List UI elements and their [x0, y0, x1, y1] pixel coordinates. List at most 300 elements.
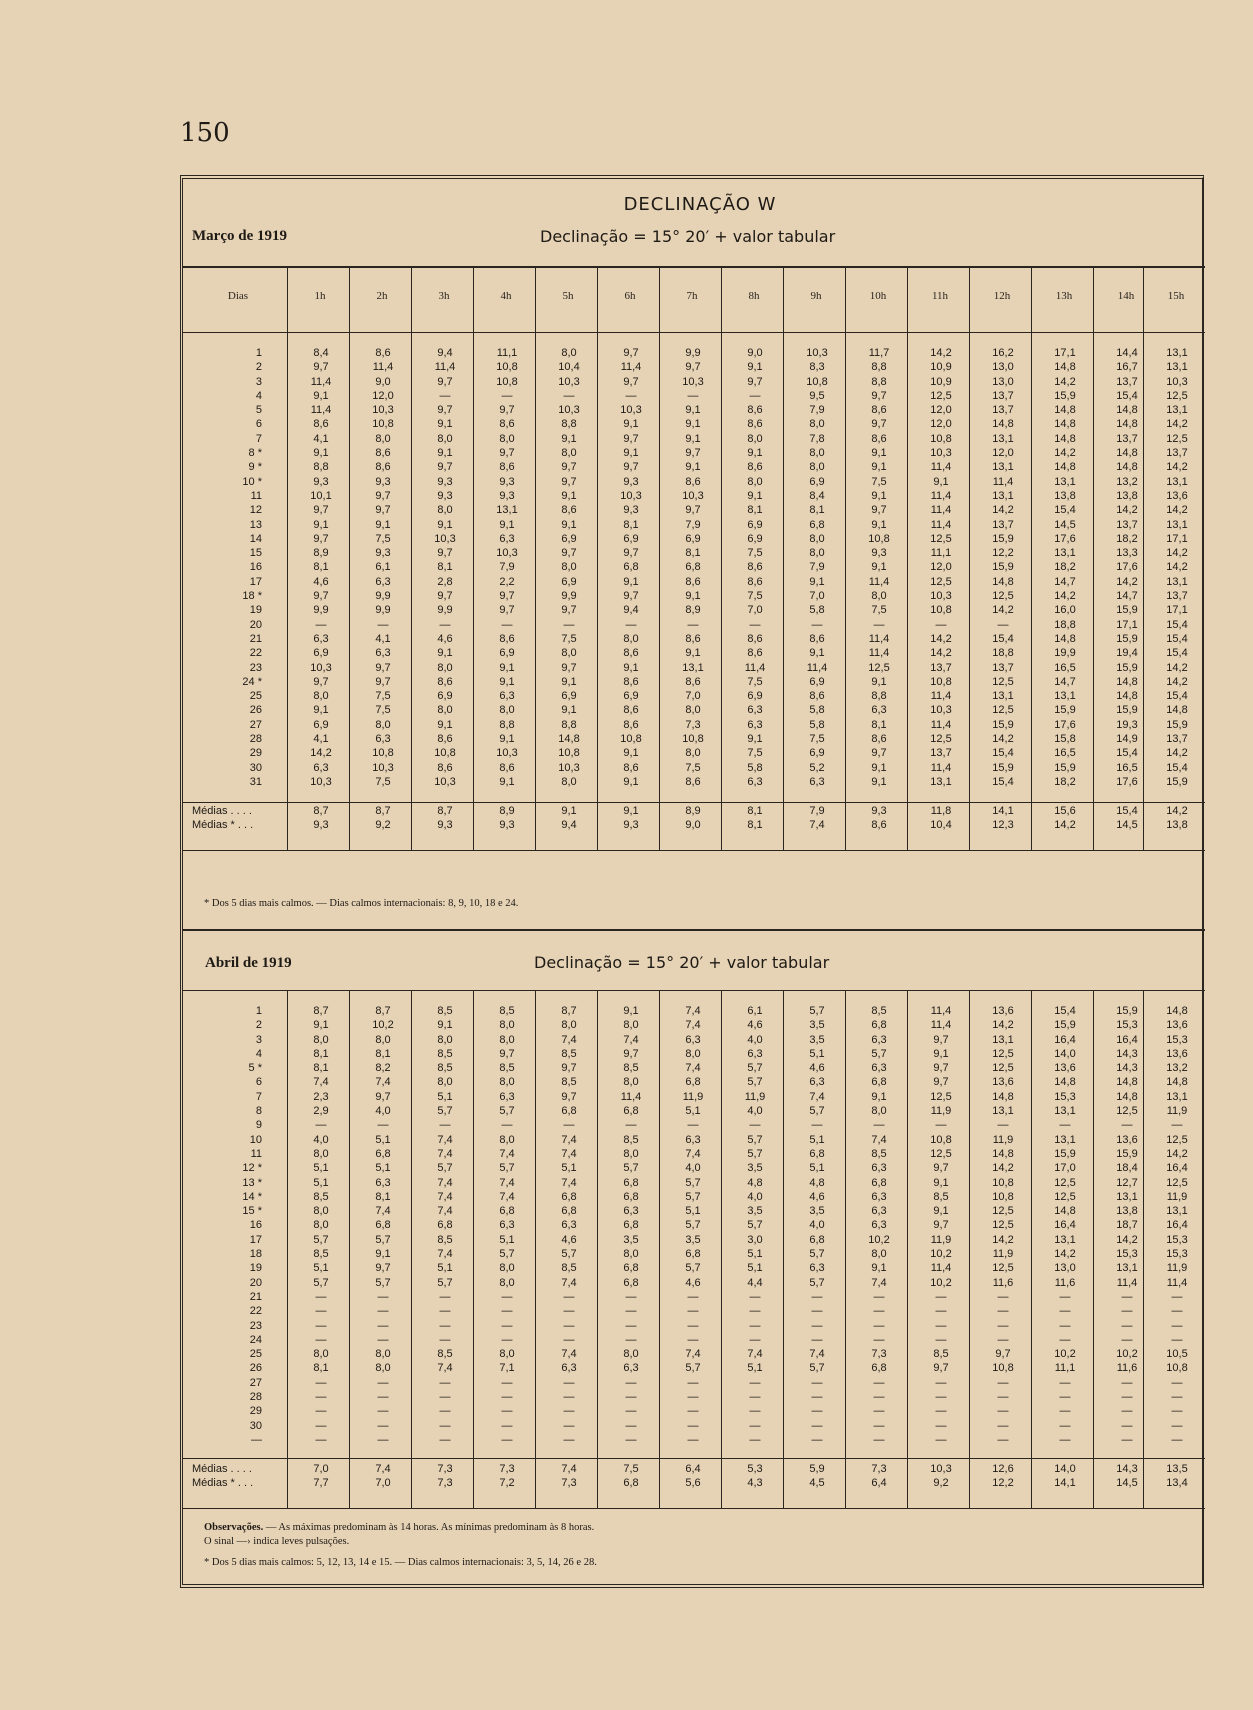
table-row	[182, 589, 1202, 603]
header-hour: 2h	[376, 290, 388, 302]
value-cell: —	[687, 618, 699, 631]
value-cell: —	[1059, 1376, 1071, 1389]
value-cell: 13,1	[1054, 1133, 1076, 1146]
medias-value: 13,4	[1166, 1477, 1188, 1490]
table-row	[182, 775, 1202, 789]
value-cell: 18,4	[1116, 1162, 1138, 1175]
value-cell: 14,2	[1166, 461, 1188, 474]
value-cell: 5,7	[375, 1276, 391, 1289]
value-cell: —	[563, 1376, 575, 1389]
value-cell: 9,7	[871, 418, 887, 431]
abril-header-rule	[182, 990, 1205, 991]
value-cell: 9,7	[933, 1219, 949, 1232]
table-row	[182, 1176, 1202, 1190]
value-cell: 14,8	[1166, 1005, 1188, 1017]
value-cell: 8,5	[623, 1133, 639, 1146]
value-cell: 9,7	[623, 375, 639, 388]
value-cell: 8,5	[437, 1233, 453, 1246]
value-cell: 14,8	[1116, 1076, 1138, 1089]
value-cell: 14,2	[1166, 547, 1188, 560]
value-cell: —	[625, 1305, 637, 1318]
value-cell: —	[377, 1305, 389, 1318]
value-cell: 9,4	[623, 604, 639, 617]
value-cell: 15,9	[1166, 718, 1188, 731]
value-cell: —	[1171, 1305, 1183, 1318]
value-cell: 9,7	[437, 461, 453, 474]
value-cell: —	[997, 1405, 1009, 1418]
value-cell: 8,0	[375, 432, 391, 445]
value-cell: —	[997, 1433, 1009, 1446]
value-cell: 10,3	[682, 375, 704, 388]
value-cell: 8,6	[437, 675, 453, 688]
value-cell: 7,4	[499, 1147, 515, 1160]
value-cell: 5,7	[747, 1147, 763, 1160]
medias-value: 8,7	[437, 805, 453, 817]
value-cell: 6,9	[313, 647, 329, 660]
value-cell: —	[563, 1333, 575, 1346]
value-cell: —	[1059, 1433, 1071, 1446]
value-cell: 6,9	[747, 518, 763, 531]
value-cell: —	[377, 618, 389, 631]
value-cell: 9,1	[561, 675, 577, 688]
value-cell: 9,7	[933, 1162, 949, 1175]
value-cell: 6,3	[313, 761, 329, 774]
value-cell: —	[439, 1391, 451, 1404]
day-cell: 8	[255, 1105, 262, 1118]
table-row	[182, 432, 1202, 446]
value-cell: 5,8	[809, 604, 825, 617]
day-cell: 26	[249, 704, 262, 717]
medias-row	[182, 1462, 1202, 1476]
day-cell: 15 *	[242, 1205, 262, 1218]
value-cell: 10,8	[496, 361, 518, 374]
value-cell: 8,0	[437, 432, 453, 445]
value-cell: —	[1121, 1405, 1133, 1418]
value-cell: 18,8	[992, 647, 1014, 660]
value-cell: 7,4	[437, 1147, 453, 1160]
value-cell: 6,9	[437, 690, 453, 703]
value-cell: 8,6	[747, 418, 763, 431]
value-cell: 6,3	[375, 1176, 391, 1189]
value-cell: 8,0	[499, 1019, 515, 1032]
day-cell: 30	[249, 1419, 262, 1432]
value-cell: 19,3	[1116, 718, 1138, 731]
value-cell: —	[563, 1119, 575, 1132]
value-cell: —	[501, 389, 513, 402]
value-cell: 12,5	[868, 661, 890, 674]
value-cell: 9,1	[871, 518, 887, 531]
value-cell: 5,8	[809, 704, 825, 717]
value-cell: 11,4	[310, 404, 332, 417]
table-row	[182, 1419, 1202, 1433]
value-cell: 7,3	[685, 718, 701, 731]
value-cell: 8,5	[871, 1005, 887, 1017]
table-row	[182, 732, 1202, 746]
day-cell: 14 *	[242, 1190, 262, 1203]
header-top-rule	[182, 266, 1205, 268]
value-cell: —	[997, 1319, 1009, 1332]
table-row	[182, 1018, 1202, 1032]
value-cell: 8,6	[747, 647, 763, 660]
value-cell: 8,0	[313, 1205, 329, 1218]
value-cell: 4,6	[809, 1062, 825, 1075]
value-cell: 14,8	[1116, 447, 1138, 460]
value-cell: 9,7	[313, 590, 329, 603]
value-cell: —	[1121, 1419, 1133, 1432]
value-cell: 8,0	[623, 632, 639, 645]
value-cell: 9,7	[933, 1062, 949, 1075]
value-cell: 9,1	[437, 718, 453, 731]
value-cell: 8,5	[313, 1248, 329, 1261]
value-cell: 6,8	[375, 1147, 391, 1160]
formula-abril: Declinação = 15° 20′ + valor tabular	[534, 953, 830, 972]
table-row	[182, 1247, 1202, 1261]
value-cell: 11,1	[496, 347, 518, 359]
header-hour: 5h	[562, 290, 574, 302]
value-cell: 17,1	[1166, 532, 1188, 545]
value-cell: 12,0	[930, 418, 952, 431]
value-cell: —	[1059, 1419, 1071, 1432]
value-cell: 8,0	[375, 1033, 391, 1046]
value-cell: 7,5	[375, 704, 391, 717]
value-cell: 6,3	[747, 1047, 763, 1060]
value-cell: 9,1	[561, 518, 577, 531]
value-cell: 8,1	[313, 561, 329, 574]
value-cell: 8,5	[623, 1062, 639, 1075]
value-cell: —	[749, 1419, 761, 1432]
marco-table-body	[182, 346, 1202, 789]
medias-value: 15,6	[1054, 805, 1076, 817]
table-row	[182, 1433, 1202, 1447]
value-cell: —	[439, 1376, 451, 1389]
value-cell: 9,7	[933, 1033, 949, 1046]
value-cell: 10,3	[310, 775, 332, 788]
value-cell: 9,1	[437, 1019, 453, 1032]
value-cell: 11,4	[868, 575, 890, 588]
value-cell: 15,9	[992, 718, 1014, 731]
value-cell: 12,5	[992, 675, 1014, 688]
abril-footnote: * Dos 5 dias mais calmos: 5, 12, 13, 14 e 15. — Dias calmos internacionais: 3, 5, 14, 26 e 28.	[204, 1557, 597, 1568]
value-cell: —	[687, 1333, 699, 1346]
value-cell: 9,7	[623, 547, 639, 560]
day-cell: 14	[249, 532, 262, 545]
value-cell: 11,9	[992, 1133, 1014, 1146]
value-cell: 11,6	[1054, 1276, 1076, 1289]
value-cell: —	[749, 1290, 761, 1303]
value-cell: 8,6	[685, 575, 701, 588]
value-cell: —	[935, 1319, 947, 1332]
value-cell: —	[625, 1391, 637, 1404]
value-cell: 8,6	[499, 418, 515, 431]
value-cell: 5,7	[747, 1219, 763, 1232]
value-cell: —	[501, 1391, 513, 1404]
day-cell: 11	[250, 1147, 262, 1160]
value-cell: 4,1	[375, 632, 391, 645]
table-row	[182, 518, 1202, 532]
value-cell: 9,3	[437, 475, 453, 488]
value-cell: 5,1	[499, 1233, 515, 1246]
value-cell: 8,6	[375, 461, 391, 474]
value-cell: 5,7	[747, 1133, 763, 1146]
value-cell: 7,4	[499, 1176, 515, 1189]
medias-value: 8,7	[313, 805, 329, 817]
day-cell: 11	[250, 489, 262, 502]
value-cell: 14,2	[992, 1019, 1014, 1032]
value-cell: 8,1	[375, 1190, 391, 1203]
value-cell: 13,1	[992, 1033, 1014, 1046]
value-cell: 15,3	[1116, 1248, 1138, 1261]
value-cell: 14,2	[1166, 747, 1188, 760]
value-cell: 5,1	[809, 1162, 825, 1175]
value-cell: —	[1171, 1290, 1183, 1303]
value-cell: 4,8	[747, 1176, 763, 1189]
value-cell: 4,8	[809, 1176, 825, 1189]
value-cell: 6,3	[499, 1090, 515, 1103]
value-cell: —	[687, 1305, 699, 1318]
value-cell: 13,1	[992, 690, 1014, 703]
value-cell: 2,2	[499, 575, 515, 588]
value-cell: 5,1	[375, 1133, 391, 1146]
day-cell: 12	[249, 504, 262, 517]
day-cell: 26	[249, 1362, 262, 1375]
value-cell: —	[439, 389, 451, 402]
table-row	[182, 1290, 1202, 1304]
value-cell: —	[1121, 1433, 1133, 1446]
value-cell: —	[1121, 1391, 1133, 1404]
value-cell: 8,0	[437, 1033, 453, 1046]
value-cell: 6,8	[685, 1076, 701, 1089]
value-cell: 5,7	[809, 1105, 825, 1118]
value-cell: —	[749, 618, 761, 631]
value-cell: 10,3	[310, 661, 332, 674]
value-cell: 8,6	[561, 504, 577, 517]
value-cell: 6,3	[499, 690, 515, 703]
value-cell: 5,1	[809, 1133, 825, 1146]
value-cell: 11,4	[930, 690, 952, 703]
value-cell: —	[811, 1119, 823, 1132]
value-cell: 11,4	[930, 518, 952, 531]
value-cell: 6,8	[809, 518, 825, 531]
value-cell: 6,9	[623, 532, 639, 545]
value-cell: —	[315, 618, 327, 631]
value-cell: —	[935, 1433, 947, 1446]
value-cell: 3,5	[685, 1233, 701, 1246]
value-cell: 8,5	[933, 1190, 949, 1203]
value-cell: 10,3	[496, 747, 518, 760]
value-cell: 6,9	[313, 718, 329, 731]
medias-value: 9,3	[437, 819, 453, 832]
value-cell: 8,0	[313, 690, 329, 703]
value-cell: 8,6	[499, 461, 515, 474]
day-cell: 19	[249, 604, 262, 617]
value-cell: 18,2	[1054, 561, 1076, 574]
value-cell: 11,4	[868, 632, 890, 645]
value-cell: 6,8	[561, 1105, 577, 1118]
value-cell: 8,1	[871, 718, 887, 731]
value-cell: —	[377, 1405, 389, 1418]
value-cell: —	[563, 1290, 575, 1303]
value-cell: 9,1	[685, 461, 701, 474]
value-cell: 7,5	[685, 761, 701, 774]
value-cell: 8,6	[871, 404, 887, 417]
value-cell: 16,5	[1054, 661, 1076, 674]
medias-value: 13,8	[1166, 819, 1188, 832]
value-cell: —	[563, 618, 575, 631]
value-cell: 15,9	[1054, 1019, 1076, 1032]
value-cell: —	[501, 1319, 513, 1332]
value-cell: 9,1	[871, 1262, 887, 1275]
day-cell: 17	[249, 575, 262, 588]
value-cell: —	[377, 1376, 389, 1389]
value-cell: 9,3	[871, 547, 887, 560]
value-cell: 9,7	[561, 661, 577, 674]
value-cell: 13,1	[992, 1105, 1014, 1118]
day-cell: 17	[249, 1233, 262, 1246]
value-cell: 8,0	[809, 418, 825, 431]
value-cell: 4,0	[685, 1162, 701, 1175]
value-cell: 8,5	[437, 1062, 453, 1075]
value-cell: —	[501, 1333, 513, 1346]
value-cell: 9,1	[933, 1176, 949, 1189]
value-cell: 6,8	[561, 1205, 577, 1218]
value-cell: —	[1121, 1376, 1133, 1389]
value-cell: 13,0	[992, 375, 1014, 388]
value-cell: 12,5	[992, 704, 1014, 717]
medias-value: 8,1	[747, 819, 763, 832]
table-row	[182, 675, 1202, 689]
value-cell: 10,4	[558, 361, 580, 374]
value-cell: 13,7	[1116, 518, 1138, 531]
day-cell: 3	[255, 1033, 262, 1046]
medias-value: 7,7	[313, 1477, 329, 1490]
day-cell: 19	[249, 1262, 262, 1275]
value-cell: 8,6	[809, 632, 825, 645]
value-cell: 8,0	[499, 432, 515, 445]
value-cell: 11,1	[930, 547, 952, 560]
medias-value: 9,3	[623, 819, 639, 832]
value-cell: —	[1059, 1405, 1071, 1418]
day-cell: 31	[249, 775, 262, 788]
value-cell: 3,0	[747, 1233, 763, 1246]
value-cell: 13,1	[992, 489, 1014, 502]
value-cell: 13,7	[992, 518, 1014, 531]
value-cell: 9,1	[871, 447, 887, 460]
value-cell: 5,7	[747, 1062, 763, 1075]
value-cell: 9,7	[871, 747, 887, 760]
value-cell: 6,3	[809, 775, 825, 788]
value-cell: 12,5	[1166, 389, 1188, 402]
value-cell: 7,8	[809, 432, 825, 445]
value-cell: 9,7	[499, 1047, 515, 1060]
value-cell: 10,3	[682, 489, 704, 502]
table-row	[182, 532, 1202, 546]
value-cell: 5,7	[809, 1005, 825, 1017]
value-cell: —	[811, 1419, 823, 1432]
value-cell: 6,8	[623, 561, 639, 574]
value-cell: 14,8	[1054, 461, 1076, 474]
value-cell: 6,9	[809, 475, 825, 488]
value-cell: 9,1	[871, 761, 887, 774]
table-row	[182, 718, 1202, 732]
value-cell: 14,2	[1116, 1233, 1138, 1246]
value-cell: 7,4	[747, 1348, 763, 1361]
value-cell: 8,6	[747, 561, 763, 574]
value-cell: —	[1059, 1119, 1071, 1132]
day-cell: 22	[249, 1305, 262, 1318]
value-cell: —	[873, 1119, 885, 1132]
value-cell: 2,9	[313, 1105, 329, 1118]
value-cell: 12,7	[1116, 1176, 1138, 1189]
value-cell: 9,7	[313, 675, 329, 688]
value-cell: 9,1	[747, 489, 763, 502]
value-cell: 6,3	[871, 1190, 887, 1203]
value-cell: 5,7	[685, 1190, 701, 1203]
value-cell: 14,8	[992, 1090, 1014, 1103]
page-title: DECLINAÇÃO W	[623, 194, 777, 215]
value-cell: 13,6	[1166, 1047, 1188, 1060]
value-cell: 9,9	[375, 590, 391, 603]
value-cell: 9,1	[685, 590, 701, 603]
value-cell: 9,1	[313, 704, 329, 717]
value-cell: 6,3	[871, 704, 887, 717]
value-cell: 13,1	[1054, 1233, 1076, 1246]
value-cell: 8,6	[685, 775, 701, 788]
value-cell: —	[873, 1419, 885, 1432]
value-cell: —	[1059, 1319, 1071, 1332]
value-cell: 10,2	[1116, 1348, 1138, 1361]
value-cell: —	[315, 1391, 327, 1404]
value-cell: 9,1	[871, 1090, 887, 1103]
value-cell: 13,1	[1116, 1190, 1138, 1203]
value-cell: 13,6	[1166, 489, 1188, 502]
value-cell: 9,9	[375, 604, 391, 617]
value-cell: 10,8	[992, 1362, 1014, 1375]
value-cell: 14,2	[1054, 375, 1076, 388]
value-cell: —	[1171, 1333, 1183, 1346]
value-cell: —	[1121, 1305, 1133, 1318]
value-cell: 9,7	[499, 447, 515, 460]
value-cell: 13,8	[1116, 1205, 1138, 1218]
medias-value: 9,1	[561, 805, 577, 817]
value-cell: 9,7	[499, 590, 515, 603]
value-cell: 4,1	[313, 733, 329, 746]
value-cell: 5,7	[313, 1276, 329, 1289]
value-cell: 14,2	[1166, 561, 1188, 574]
day-cell: 23	[249, 661, 262, 674]
header-hour: 12h	[993, 290, 1011, 302]
value-cell: 6,9	[623, 690, 639, 703]
value-cell: 10,3	[496, 547, 518, 560]
value-cell: 10,3	[434, 532, 456, 545]
value-cell: 8,0	[437, 1076, 453, 1089]
value-cell: 13,1	[1166, 575, 1188, 588]
medias-value: 4,3	[747, 1477, 763, 1490]
value-cell: 5,7	[437, 1105, 453, 1118]
day-cell: 15	[249, 547, 262, 560]
value-cell: 13,1	[1166, 404, 1188, 417]
value-cell: —	[377, 1290, 389, 1303]
value-cell: 15,4	[1166, 761, 1188, 774]
value-cell: 11,4	[620, 1090, 642, 1103]
medias-value: 14,5	[1116, 1477, 1138, 1490]
value-cell: 6,8	[561, 1190, 577, 1203]
value-cell: —	[377, 1433, 389, 1446]
medias-value: 9,3	[871, 805, 887, 817]
value-cell: 8,0	[499, 1033, 515, 1046]
medias-value: 7,0	[313, 1463, 329, 1475]
value-cell: 12,5	[1166, 1176, 1188, 1189]
table-row	[182, 1376, 1202, 1390]
